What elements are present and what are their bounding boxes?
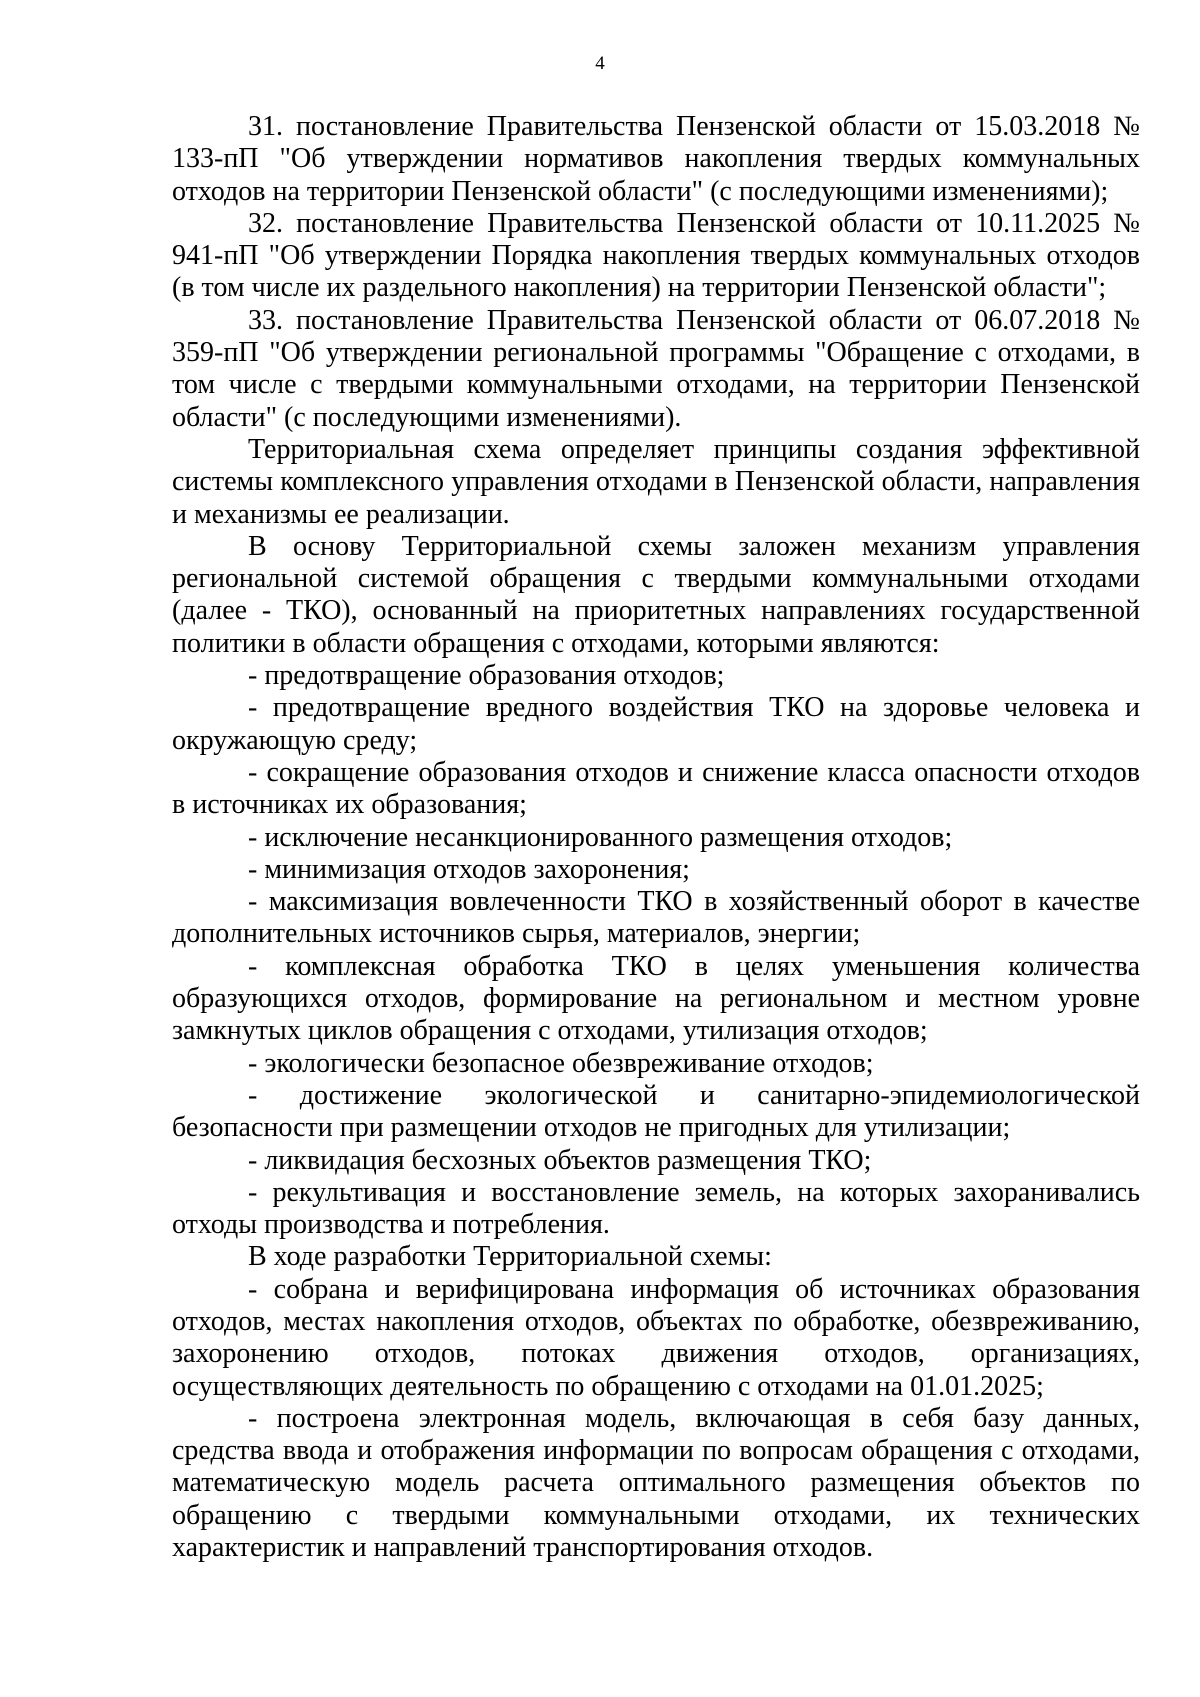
- list-item-priority: - предотвращение образования отходов;: [248, 660, 725, 692]
- paragraph-scheme-principles: Территориальная схема определяет принципы создания эффективной системы комплексного управления отходами в Пензенской области, направления и механизмы ее реализации.: [172, 433, 1140, 530]
- paragraph-development-intro: В ходе разработки Территориальной схемы:: [248, 1241, 772, 1273]
- paragraph-item-31: 31. постановление Правительства Пензенской области от 15.03.2018 № 133-пП "Об утверждении нормативов накопления твердых коммунальных отходов на территории Пензенской области" (с последующими изменениями);: [172, 111, 1140, 207]
- list-item-development: - собрана и верифицирована информация об источниках образования отходов, местах накопления отходов, объектах по обработке, обезвреживанию, захоронению отходов, потоках движения отходов, организациях, осуществляющих деятельность по обращению с отходами на 01.01.2025;: [172, 1273, 1140, 1402]
- list-item-priority: - комплексная обработка ТКО в целях уменьшения количества образующихся отходов, формирование на региональном и местном уровне замкнутых циклов обращения с отходами, утилизация отходов;: [172, 950, 1140, 1047]
- paragraph-item-33: 33. постановление Правительства Пензенской области от 06.07.2018 № 359-пП "Об утверждении региональной программы "Обращение с отходами, в том числе с твердыми коммунальными отходами, на территории Пензенской области" (с последующими изменениями).: [172, 304, 1140, 433]
- list-item-priority: - максимизация вовлеченности ТКО в хозяйственный оборот в качестве дополнительных источников сырья, материалов, энергии;: [172, 886, 1140, 950]
- list-item-priority: - экологически безопасное обезвреживание отходов;: [248, 1047, 874, 1079]
- list-item-priority: - достижение экологической и санитарно-эпидемиологической безопасности при размещении отходов не пригодных для утилизации;: [172, 1079, 1140, 1144]
- list-item-development: - построена электронная модель, включающая в себя базу данных, средства ввода и отображения информации по вопросам обращения с отходами, математическую модель расчета оптимального размещения объектов по обращению с твердыми коммунальными отходами, их технических характеристик и направлений транспортирования отходов.: [172, 1402, 1140, 1564]
- paragraph-item-32: 32. постановление Правительства Пензенской области от 10.11.2025 № 941-пП "Об утверждении Порядка накопления твердых коммунальных отходов (в том числе их раздельного накопления) на территории Пензенской области";: [172, 207, 1140, 304]
- list-item-priority: - ликвидация бесхозных объектов размещения ТКО;: [248, 1144, 872, 1176]
- list-item-priority: - минимизация отходов захоронения;: [248, 853, 690, 885]
- page-number: 4: [595, 53, 605, 74]
- list-item-priority: - сокращение образования отходов и снижение класса опасности отходов в источниках их образования;: [172, 756, 1140, 821]
- list-item-priority: - исключение несанкционированного размещения отходов;: [248, 821, 953, 853]
- list-item-priority: - предотвращение вредного воздействия ТКО на здоровье человека и окружающую среду;: [172, 692, 1140, 756]
- document-body: [172, 111, 1140, 1564]
- paragraph-scheme-basis: В основу Территориальной схемы заложен механизм управления региональной системой обращения с твердыми коммунальными отходами (далее - ТКО), основанный на приоритетных направлениях государственной политики в области обращения с отходами, которыми являются:: [172, 530, 1140, 659]
- list-item-priority: - рекультивация и восстановление земель, на которых захоранивались отходы производства и потребления.: [172, 1176, 1140, 1241]
